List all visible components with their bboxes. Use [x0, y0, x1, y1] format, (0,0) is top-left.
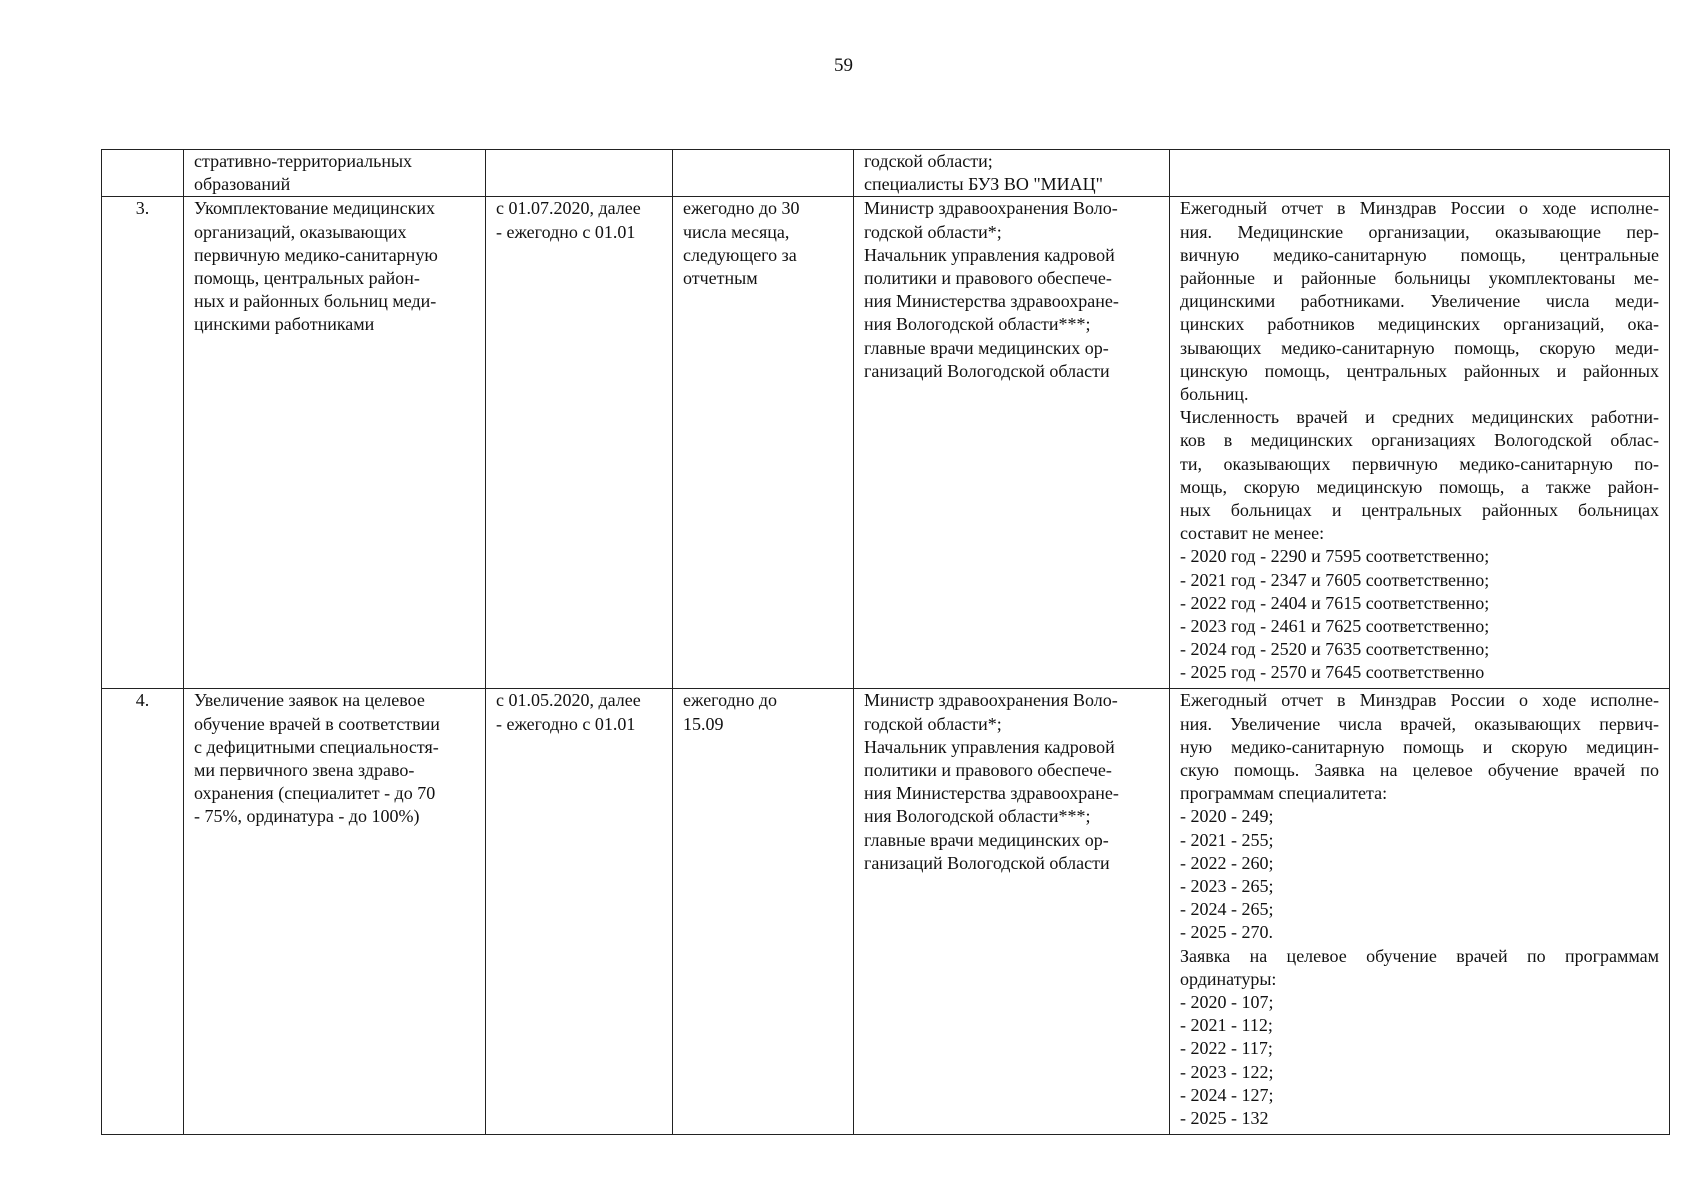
text-line: политики и правового обеспече-: [864, 268, 1112, 289]
responsible-cell: [854, 150, 1170, 197]
row-number: 3.: [135, 198, 150, 219]
text-line: программам специалитета:: [1180, 783, 1388, 804]
measure-name-cell: [184, 150, 486, 197]
list-item: - 2022 - 117;: [1180, 1038, 1273, 1059]
list-item: - 2023 - 265;: [1180, 876, 1274, 897]
text-line: числа месяца,: [683, 221, 790, 242]
list-item: - 2025 год - 2570 и 7645 соответственно: [1180, 662, 1485, 683]
deadline-cell: [673, 689, 854, 1135]
list-item: - 2024 - 127;: [1180, 1084, 1274, 1105]
deadline-cell: [673, 197, 854, 689]
text-line: ежегодно до: [683, 690, 778, 711]
page-number: 59: [834, 55, 853, 76]
text-line: Заявка на целевое обучение врачей по программам: [1180, 945, 1659, 966]
text-line: ординатуры:: [1180, 968, 1277, 989]
text-line: 15.09: [683, 713, 724, 734]
list-item: - 2020 - 249;: [1180, 806, 1274, 827]
list-item: - 2021 - 255;: [1180, 829, 1274, 850]
text-line: Численность врачей и средних медицинских работни-: [1180, 407, 1659, 428]
text-line: зывающих медико-санитарную помощь, скорую меди-: [1180, 337, 1659, 358]
list-item: - 2021 - 112;: [1180, 1015, 1273, 1036]
text-line: ежегодно до 30: [683, 198, 800, 219]
text-line: охранения (специалитет - до 70: [194, 783, 436, 804]
text-line: ния. Увеличение числа врачей, оказывающих первич-: [1180, 713, 1659, 734]
text-line: Увеличение заявок на целевое: [194, 690, 425, 711]
text-line: помощь, центральных район-: [194, 268, 420, 289]
list-item: - 2020 - 107;: [1180, 992, 1274, 1013]
text-line: ми первичного звена здраво-: [194, 760, 415, 781]
text-line: ганизаций Вологодской области: [864, 360, 1110, 381]
text-line: с дефицитными специальностя-: [194, 736, 439, 757]
text-line: - ежегодно с 01.01: [496, 221, 636, 242]
text-line: больниц.: [1180, 384, 1249, 405]
list-item: - 2023 - 122;: [1180, 1061, 1274, 1082]
text-line: первичную медико-санитарную: [194, 244, 438, 265]
text-line: составит не менее:: [1180, 523, 1325, 544]
text-line: скую помощь. Заявка на целевое обучение врачей по: [1180, 760, 1659, 781]
text-line: ния Вологодской области***;: [864, 806, 1091, 827]
text-line: образований: [194, 174, 291, 195]
text-line: Министр здравоохранения Воло-: [864, 690, 1118, 711]
text-line: ных и районных больниц меди-: [194, 291, 437, 312]
list-item: - 2024 - 265;: [1180, 899, 1274, 920]
text-line: ния Вологодской области***;: [864, 314, 1091, 335]
text-line: цинских работников медицинских организаций, ока-: [1180, 314, 1659, 335]
result-cell: [1170, 689, 1670, 1135]
text-line: политики и правового обеспече-: [864, 760, 1112, 781]
text-line: цинскими работниками: [194, 314, 375, 335]
text-line: Министр здравоохранения Воло-: [864, 198, 1118, 219]
measures-table: [101, 149, 1670, 1135]
text-line: специалисты БУЗ ВО "МИАЦ": [864, 174, 1104, 195]
table-row: [102, 689, 1670, 1135]
deadline-cell: [673, 150, 854, 197]
text-line: ния Министерства здравоохране-: [864, 783, 1119, 804]
text-line: ния Министерства здравоохране-: [864, 291, 1119, 312]
text-line: Начальник управления кадровой: [864, 244, 1115, 265]
list-item: - 2023 год - 2461 и 7625 соответственно;: [1180, 616, 1490, 637]
text-line: ганизаций Вологодской области: [864, 852, 1110, 873]
table-row-continued: [102, 150, 1670, 197]
text-line: с 01.07.2020, далее: [496, 198, 641, 219]
list-item: - 2021 год - 2347 и 7605 соответственно;: [1180, 569, 1490, 590]
start-date-cell: [486, 150, 673, 197]
start-date-cell: [486, 689, 673, 1135]
responsible-cell: [854, 689, 1170, 1135]
text-line: Ежегодный отчет в Минздрав России о ходе исполне-: [1180, 198, 1659, 219]
text-line: стративно-территориальных: [194, 151, 413, 171]
text-line: годской области*;: [864, 713, 1002, 734]
row-number-cell: [102, 150, 184, 197]
text-line: годской области*;: [864, 221, 1002, 242]
text-line: ных больницах и центральных районных больницах: [1180, 500, 1659, 521]
text-line: цинскую помощь, центральных районных и районных: [1180, 360, 1659, 381]
list-item: - 2022 год - 2404 и 7615 соответственно;: [1180, 592, 1490, 613]
text-line: мощь, скорую медицинскую помощь, а также район-: [1180, 476, 1659, 497]
text-line: районные и районные больницы укомплектованы ме-: [1180, 268, 1659, 289]
row-number-cell: [102, 197, 184, 689]
text-line: следующего за: [683, 244, 797, 265]
text-line: дицинскими работниками. Увеличение числа меди-: [1180, 291, 1659, 312]
text-line: обучение врачей в соответствии: [194, 713, 440, 734]
list-item: - 2022 - 260;: [1180, 852, 1274, 873]
text-line: ния. Медицинские организации, оказывающие пер-: [1180, 221, 1659, 242]
text-line: - 75%, ординатура - до 100%): [194, 806, 420, 827]
text-line: Укомплектование медицинских: [194, 198, 435, 219]
table-row: [102, 197, 1670, 689]
text-line: Ежегодный отчет в Минздрав России о ходе исполне-: [1180, 690, 1659, 711]
measure-name-cell: [184, 197, 486, 689]
text-line: ти, оказывающих первичную медико-санитарную по-: [1180, 453, 1659, 474]
row-number-cell: [102, 689, 184, 1135]
text-line: с 01.05.2020, далее: [496, 690, 641, 711]
text-line: главные врачи медицинских ор-: [864, 829, 1109, 850]
text-line: главные врачи медицинских ор-: [864, 337, 1109, 358]
list-item: - 2025 - 132: [1180, 1108, 1269, 1129]
list-item: - 2020 год - 2290 и 7595 соответственно;: [1180, 546, 1490, 567]
text-line: годской области;: [864, 151, 993, 171]
text-line: вичную медико-санитарную помощь, центральные: [1180, 244, 1659, 265]
measure-name-cell: [184, 689, 486, 1135]
row-number: 4.: [135, 690, 150, 711]
start-date-cell: [486, 197, 673, 689]
text-line: ную медико-санитарную помощь и скорую медицин-: [1180, 736, 1659, 757]
text-line: отчетным: [683, 268, 758, 289]
result-cell: [1170, 197, 1670, 689]
list-item: - 2024 год - 2520 и 7635 соответственно;: [1180, 639, 1490, 660]
responsible-cell: [854, 197, 1170, 689]
text-line: Начальник управления кадровой: [864, 736, 1115, 757]
result-cell: [1170, 150, 1670, 197]
text-line: - ежегодно с 01.01: [496, 713, 636, 734]
text-line: ков в медицинских организациях Вологодской облас-: [1180, 430, 1659, 451]
list-item: - 2025 - 270.: [1180, 922, 1273, 943]
text-line: организаций, оказывающих: [194, 221, 407, 242]
